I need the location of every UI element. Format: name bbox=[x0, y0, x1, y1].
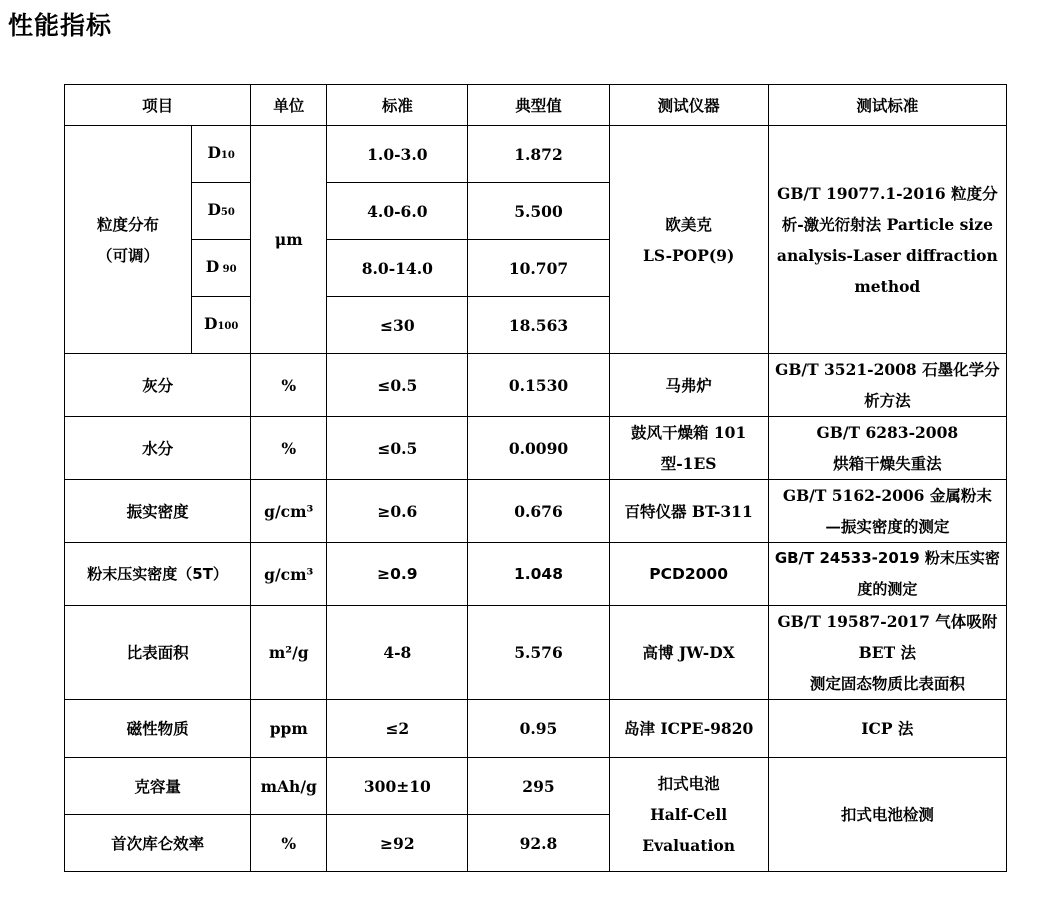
table-row bbox=[65, 700, 1007, 758]
cap-item: 克容量 bbox=[65, 758, 251, 815]
ash-standard: ≤0.5 bbox=[327, 354, 468, 417]
psd-standard-d50: 4.0-6.0 bbox=[327, 183, 468, 240]
mag-instrument: 岛津 ICPE-9820 bbox=[609, 700, 768, 758]
psd-typical-d10: 1.872 bbox=[468, 126, 609, 183]
psd-adjustable-note: （可调） bbox=[97, 245, 160, 265]
tap-typical: 0.676 bbox=[468, 480, 609, 543]
psd-typical-d50: 5.500 bbox=[468, 183, 609, 240]
mag-unit: ppm bbox=[251, 700, 327, 758]
bet-instrument: 高博 JW-DX bbox=[609, 606, 768, 700]
psd-instrument: 欧美克 LS-POP(9) bbox=[609, 126, 768, 354]
tap-unit: g/cm³ bbox=[251, 480, 327, 543]
eff-typical: 92.8 bbox=[468, 815, 609, 872]
tap-instrument: 百特仪器 BT-311 bbox=[609, 480, 768, 543]
press-instrument: PCD2000 bbox=[609, 543, 768, 606]
tap-item: 振实密度 bbox=[65, 480, 251, 543]
press-test-standard: GB/T 24533-2019 粉末压实密度的测定 bbox=[768, 543, 1006, 606]
ash-test-standard: GB/T 3521-2008 石墨化学分析方法 bbox=[768, 354, 1006, 417]
press-standard: ≥0.9 bbox=[327, 543, 468, 606]
eff-standard: ≥92 bbox=[327, 815, 468, 872]
coin-instrument: 扣式电池 Half-Cell Evaluation bbox=[609, 758, 768, 872]
water-test-standard: GB/T 6283-2008 烘箱干燥失重法 bbox=[768, 417, 1006, 480]
table-row bbox=[65, 758, 1007, 815]
water-instrument: 鼓风干燥箱 101 型-1ES bbox=[609, 417, 768, 480]
tap-test-standard: GB/T 5162-2006 金属粉末 —振实密度的测定 bbox=[768, 480, 1006, 543]
psd-standard-d10: 1.0-3.0 bbox=[327, 126, 468, 183]
ash-instrument: 马弗炉 bbox=[609, 354, 768, 417]
psd-standard-d100: ≤30 bbox=[327, 297, 468, 354]
table-row bbox=[65, 417, 1007, 480]
page-title: 性能指标 bbox=[8, 11, 113, 40]
psd-test-standard: GB/T 19077.1-2016 粒度分析-激光衍射法 Particle size analysis-Laser diffraction method bbox=[768, 126, 1006, 354]
header-standard: 标准 bbox=[327, 85, 468, 126]
header-unit: 单位 bbox=[251, 85, 327, 126]
ash-unit: % bbox=[251, 354, 327, 417]
ash-typical: 0.1530 bbox=[468, 354, 609, 417]
psd-name: 粒度分布 bbox=[97, 214, 160, 234]
psd-typical-d90: 10.707 bbox=[468, 240, 609, 297]
bet-unit: m²/g bbox=[251, 606, 327, 700]
psd-item-cell bbox=[65, 126, 192, 354]
table-row bbox=[65, 480, 1007, 543]
psd-label-d50: D50 bbox=[192, 183, 251, 240]
water-standard: ≤0.5 bbox=[327, 417, 468, 480]
mag-typical: 0.95 bbox=[468, 700, 609, 758]
bet-standard: 4-8 bbox=[327, 606, 468, 700]
header-test-standard: 测试标准 bbox=[768, 85, 1006, 126]
table-row bbox=[65, 126, 1007, 183]
mag-item: 磁性物质 bbox=[65, 700, 251, 758]
water-typical: 0.0090 bbox=[468, 417, 609, 480]
mag-test-standard: ICP 法 bbox=[768, 700, 1006, 758]
psd-label-d10: D10 bbox=[192, 126, 251, 183]
header-typical: 典型值 bbox=[468, 85, 609, 126]
table-row bbox=[65, 543, 1007, 606]
mag-standard: ≤2 bbox=[327, 700, 468, 758]
bet-typical: 5.576 bbox=[468, 606, 609, 700]
cap-standard: 300±10 bbox=[327, 758, 468, 815]
cap-typical: 295 bbox=[468, 758, 609, 815]
bet-test-standard: GB/T 19587-2017 气体吸附 BET 法 测定固态物质比表面积 bbox=[768, 606, 1006, 700]
table-row bbox=[65, 354, 1007, 417]
psd-label-d90: D 90 bbox=[192, 240, 251, 297]
ash-item: 灰分 bbox=[65, 354, 251, 417]
header-instrument: 测试仪器 bbox=[609, 85, 768, 126]
press-unit: g/cm³ bbox=[251, 543, 327, 606]
header-item: 项目 bbox=[65, 85, 251, 126]
tap-standard: ≥0.6 bbox=[327, 480, 468, 543]
coin-test-standard: 扣式电池检测 bbox=[768, 758, 1006, 872]
water-item: 水分 bbox=[65, 417, 251, 480]
psd-unit: μm bbox=[251, 126, 327, 354]
header-row bbox=[65, 85, 1007, 126]
press-typical: 1.048 bbox=[468, 543, 609, 606]
cap-unit: mAh/g bbox=[251, 758, 327, 815]
bet-item: 比表面积 bbox=[65, 606, 251, 700]
table-row bbox=[65, 606, 1007, 700]
eff-item: 首次库仑效率 bbox=[65, 815, 251, 872]
psd-standard-d90: 8.0-14.0 bbox=[327, 240, 468, 297]
eff-unit: % bbox=[251, 815, 327, 872]
psd-label-d100: D100 bbox=[192, 297, 251, 354]
press-item: 粉末压实密度（5T） bbox=[65, 543, 251, 606]
water-unit: % bbox=[251, 417, 327, 480]
performance-spec-table bbox=[64, 84, 1007, 872]
psd-typical-d100: 18.563 bbox=[468, 297, 609, 354]
